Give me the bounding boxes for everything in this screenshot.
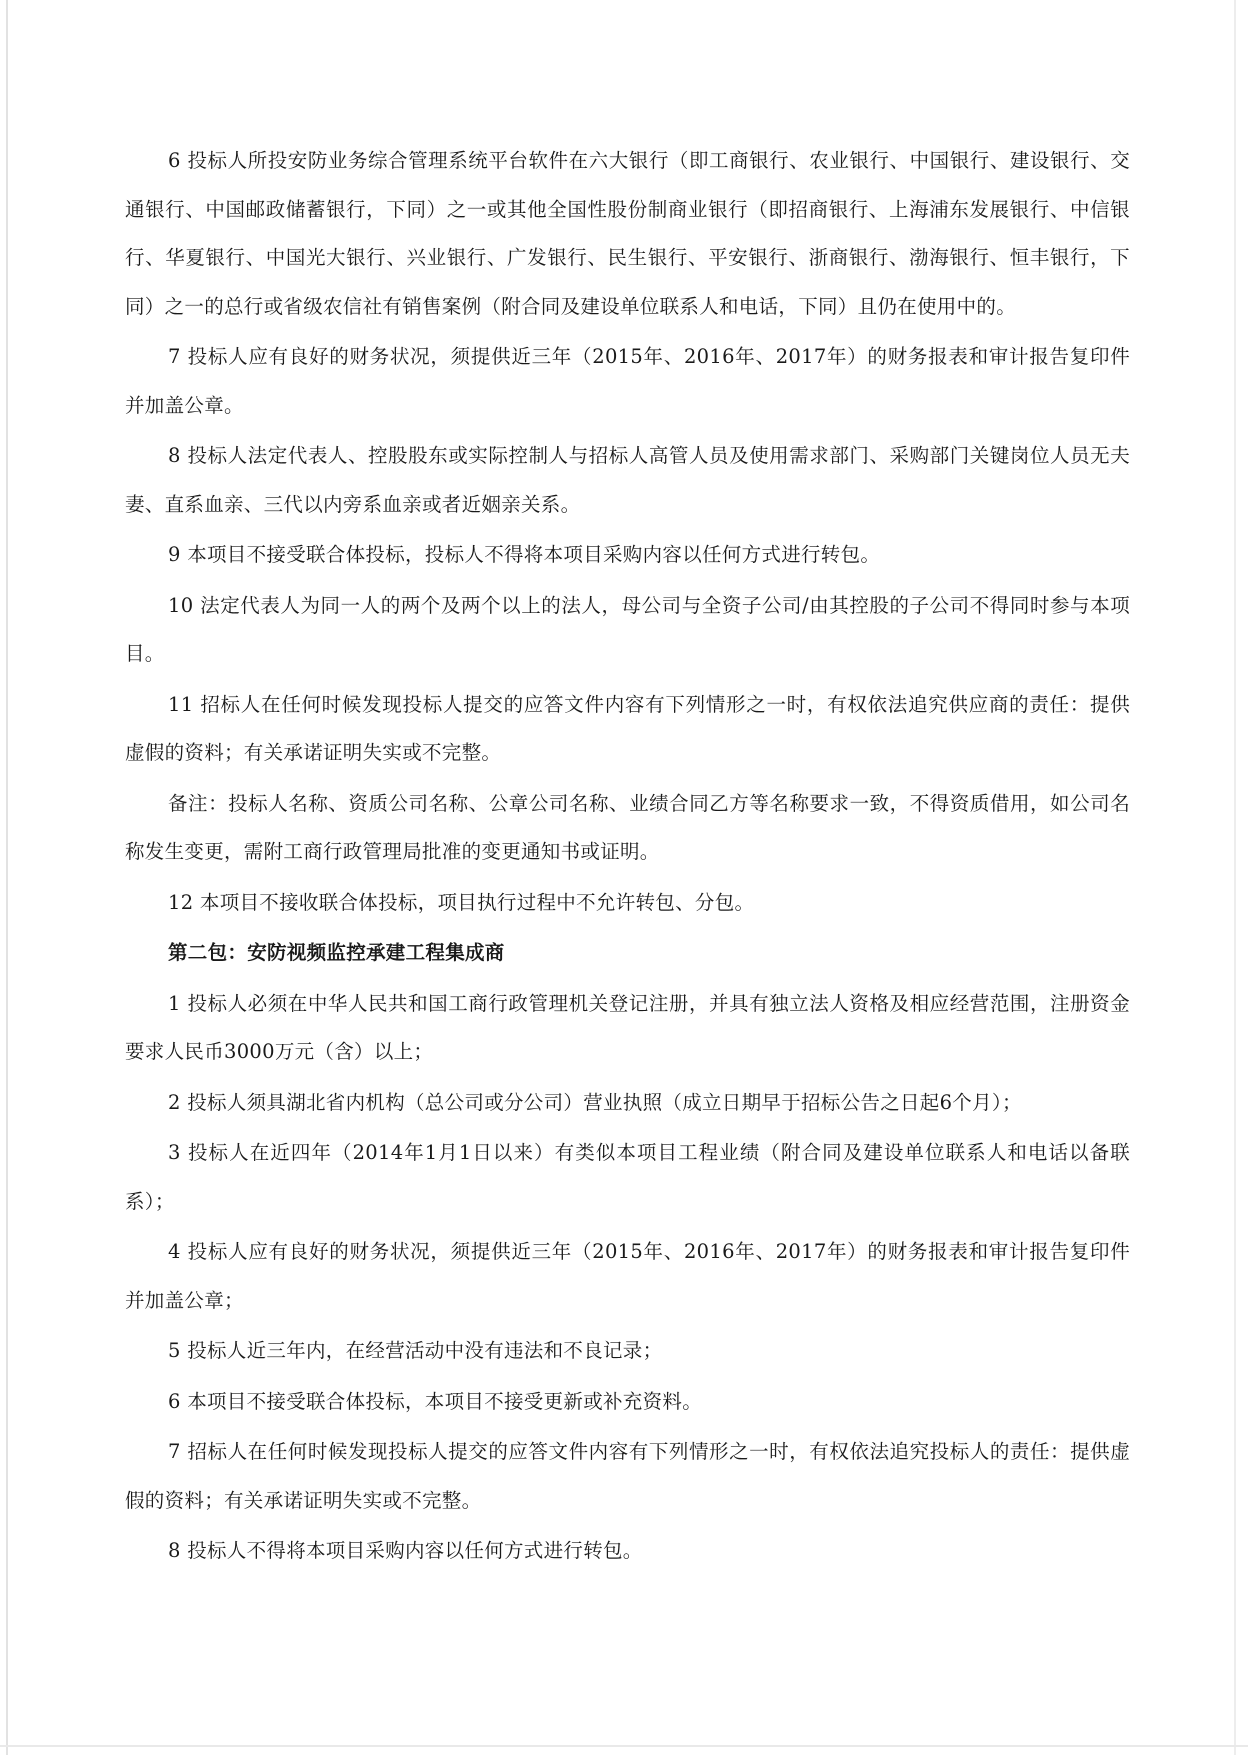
paragraph-note: 备注：投标人名称、资质公司名称、公章公司名称、业绩合同乙方等名称要求一致，不得资质借用，如公司名称发生变更，需附工商行政管理局批准的变更通知书或证明。 bbox=[125, 791, 1130, 863]
paragraph-item-10-legal-rep: 10 法定代表人为同一人的两个及两个以上的法人，母公司与全资子公司/由其控股的子公司不得同时参与本项目。 bbox=[125, 593, 1130, 665]
paragraph-item-7-financial: 7 投标人应有良好的财务状况，须提供近三年（2015年、2016年、2017年）的财务报表和审计报告复印件并加盖公章。 bbox=[125, 345, 1130, 417]
paragraph-pkg2-item-2-license: 2 投标人须具湖北省内机构（总公司或分公司）营业执照（成立日期早于招标公告之日起6个月）； bbox=[168, 1090, 1022, 1114]
scan-left-edge bbox=[6, 0, 8, 1755]
paragraph-item-8-relations: 8 投标人法定代表人、控股股东或实际控制人与招标人高管人员及使用需求部门、采购部门关键岗位人员无夫妻、直系血亲、三代以内旁系血亲或者近姻亲关系。 bbox=[125, 444, 1130, 516]
paragraph-item-11-liability: 11 招标人在任何时候发现投标人提交的应答文件内容有下列情形之一时，有权依法追究供应商的责任：提供虚假的资料；有关承诺证明失实或不完整。 bbox=[125, 692, 1130, 764]
paragraph-item-9-no-consortium: 9 本项目不接受联合体投标，投标人不得将本项目采购内容以任何方式进行转包。 bbox=[168, 543, 881, 566]
paragraph-pkg2-item-3-performance: 3 投标人在近四年（2014年1月1日以来）有类似本项目工程业绩（附合同及建设单位联系人和电话以备联系）； bbox=[125, 1141, 1130, 1213]
paragraph-pkg2-item-7-liability: 7 招标人在任何时候发现投标人提交的应答文件内容有下列情形之一时，有权依法追究投标人的责任：提供虚假的资料；有关承诺证明失实或不完整。 bbox=[125, 1440, 1130, 1512]
paragraph-item-6-bank-cases: 6 投标人所投安防业务综合管理系统平台软件在六大银行（即工商银行、农业银行、中国银行、建设银行、交通银行、中国邮政储蓄银行，下同）之一或其他全国性股份制商业银行（即招商银行、上海浦东发展银行、中信银行、华夏银行、中国光大银行、兴业银行、广发银行、民生银行、平安银行、浙商银行、渤海银行、恒丰银行，下同）之一的总行或省级农信社有销售案例（附合同及建设单位联系人和电话，下同）且仍在使用中的。 bbox=[125, 149, 1130, 318]
paragraph-pkg2-item-6-no-consortium: 6 本项目不接受联合体投标，本项目不接受更新或补充资料。 bbox=[168, 1389, 703, 1413]
scan-bottom-edge bbox=[0, 1745, 1248, 1747]
paragraph-pkg2-item-8-no-subcontract: 8 投标人不得将本项目采购内容以任何方式进行转包。 bbox=[168, 1539, 643, 1562]
paragraph-pkg2-item-5-record: 5 投标人近三年内，在经营活动中没有违法和不良记录； bbox=[168, 1339, 663, 1362]
paragraph-pkg2-item-1-registration: 1 投标人必须在中华人民共和国工商行政管理机关登记注册，并具有独立法人资格及相应经营范围，注册资金要求人民币3000万元（含）以上； bbox=[125, 991, 1130, 1063]
paragraph-pkg2-item-4-financial: 4 投标人应有良好的财务状况，须提供近三年（2015年、2016年、2017年）的财务报表和审计报告复印件并加盖公章； bbox=[125, 1240, 1130, 1312]
section-heading-package-2: 第二包：安防视频监控承建工程集成商 bbox=[168, 941, 505, 964]
paragraph-item-12-no-subcontract: 12 本项目不接收联合体投标，项目执行过程中不允许转包、分包。 bbox=[168, 890, 755, 914]
scan-right-edge bbox=[1234, 0, 1236, 1755]
